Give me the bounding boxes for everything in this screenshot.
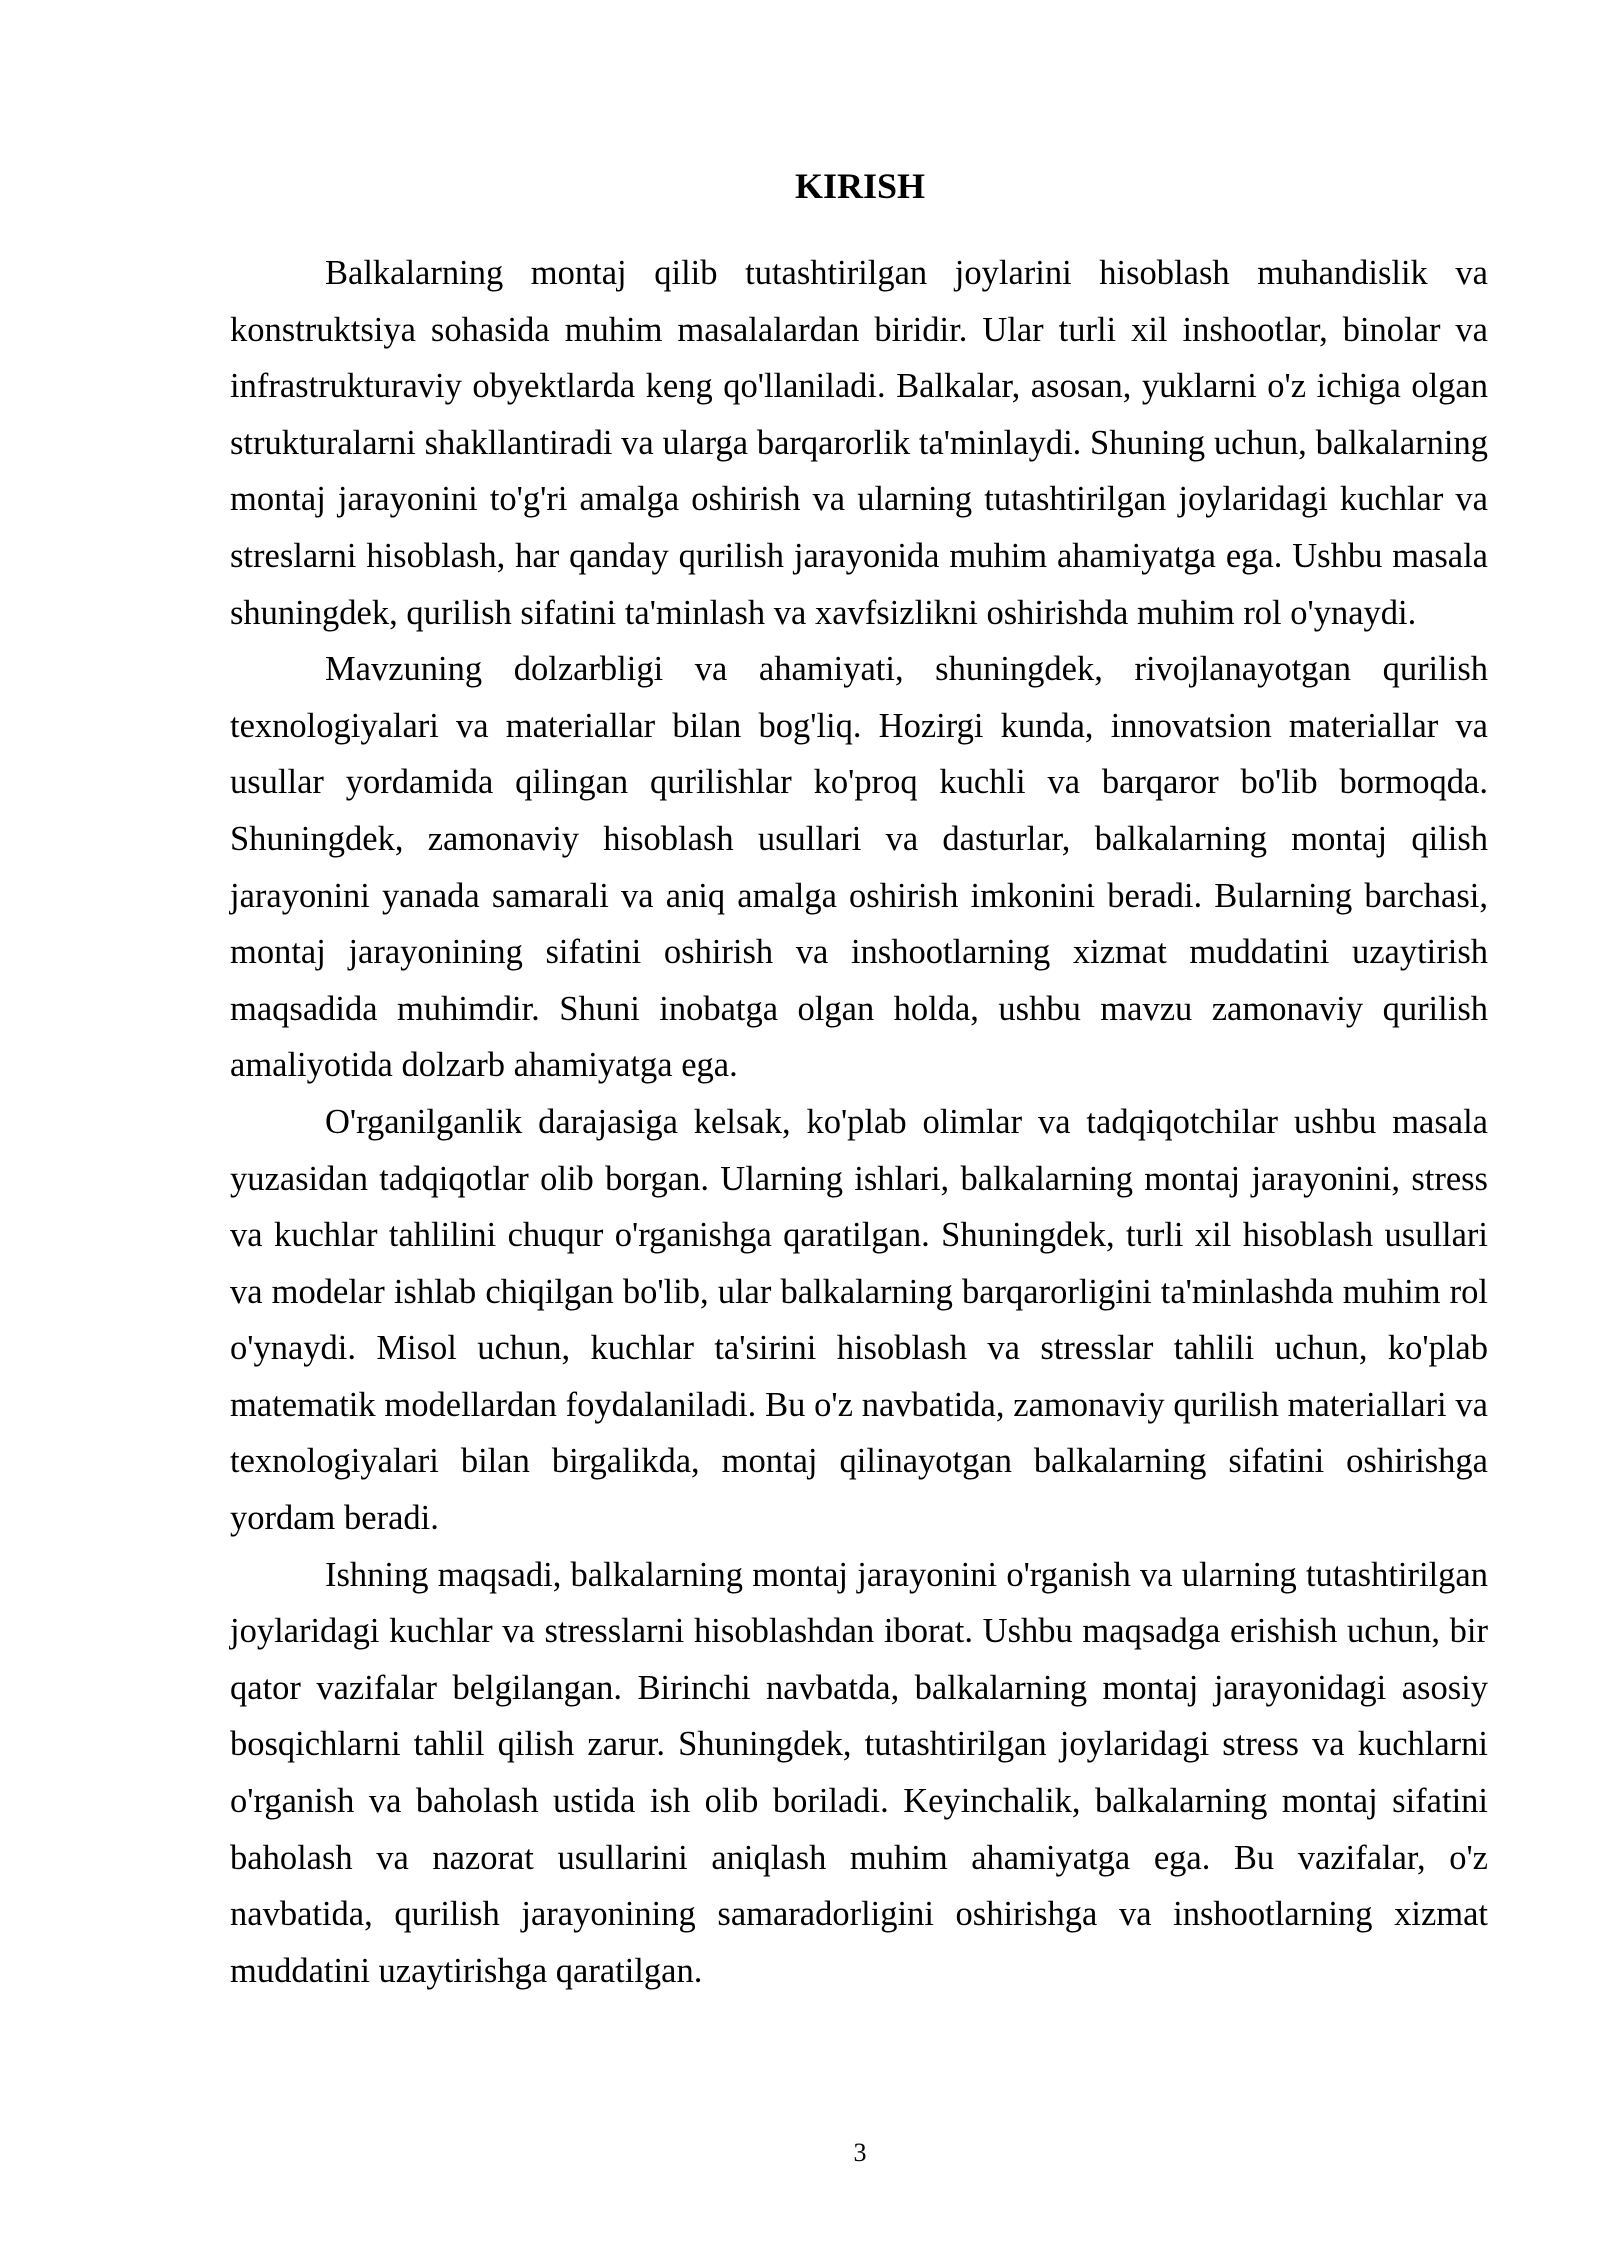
- paragraph-objective: Ishning maqsadi, balkalarning montaj jarayonini o'rganish va ularning tutashtirilgan joylaridagi kuchlar va stresslarni hisoblashdan iborat. Ushbu maqsadga erishish uchun, bir qator vazifalar belgilangan. Birinchi navbatda, balkalarning montaj jarayonidagi asosiy bosqichlarni tahlil qilish zarur. Shuningdek, tutashtirilgan joylaridagi stress va kuchlarni o'rganish va baholash ustida ish olib boriladi. Keyinchalik, balkalarning montaj sifatini baholash va nazorat usullarini aniqlash muhim ahamiyatga ega. Bu vazifalar, o'z navbatida, qurilish jarayonining samaradorligini oshirishga va inshootlarning xizmat muddatini uzaytirishga qaratilgan.: [230, 1555, 1488, 1990]
- paragraph-study-level: O'rganilganlik darajasiga kelsak, ko'plab olimlar va tadqiqotchilar ushbu masala yuzasidan tadqiqotlar olib borgan. Ularning ishlari, balkalarning montaj jarayonini, stress va kuchlar tahlilini chuqur o'rganishga qaratilgan. Shuningdek, turli xil hisoblash usullari va modelar ishlab chiqilgan bo'lib, ular balkalarning barqarorligini ta'minlashda muhim rol o'ynaydi. Misol uchun, kuchlar ta'sirini hisoblash va stresslar tahlili uchun, ko'plab matematik modellardan foydalaniladi. Bu o'z navbatida, zamonaviy qurilish materiallari va texnologiyalari bilan birgalikda, montaj qilinayotgan balkalarning sifatini oshirishga yordam beradi.: [230, 1102, 1488, 1538]
- paragraph-introduction: Balkalarning montaj qilib tutashtirilgan joylarini hisoblash muhandislik va konstruktsiya sohasida muhim masalalardan biridir. Ular turli xil inshootlar, binolar va infrastrukturaviy obyektlarda keng qo'llaniladi. Balkalar, asosan, yuklarni o'z ichiga olgan strukturalarni shakllantiradi va ularga barqarorlik ta'minlaydi. Shuning uchun, balkalarning montaj jarayonini to'g'ri amalga oshirish va ularning tutashtirilgan joylaridagi kuchlar va streslarni hisoblash, har qanday qurilish jarayonida muhim ahamiyatga ega. Ushbu masala shuningdek, qurilish sifatini ta'minlash va xavfsizlikni oshirishda muhim rol o'ynaydi.: [230, 254, 1488, 632]
- document-body: [230, 245, 1488, 1999]
- page-number: 3: [853, 2138, 867, 2167]
- paragraph-relevance: Mavzuning dolzarbligi va ahamiyati, shuningdek, rivojlanayotgan qurilish texnologiyalari va materiallar bilan bog'liq. Hozirgi kunda, innovatsion materiallar va usullar yordamida qilingan qurilishlar ko'proq kuchli va barqaror bo'lib bormoqda. Shuningdek, zamonaviy hisoblash usullari va dasturlar, balkalarning montaj qilish jarayonini yanada samarali va aniq amalga oshirish imkonini beradi. Bularning barchasi, montaj jarayonining sifatini oshirish va inshootlarning xizmat muddatini uzaytirish maqsadida muhimdir. Shuni inobatga olgan holda, ushbu mavzu zamonaviy qurilish amaliyotida dolzarb ahamiyatga ega.: [230, 650, 1488, 1085]
- page-title: KIRISH: [794, 166, 926, 206]
